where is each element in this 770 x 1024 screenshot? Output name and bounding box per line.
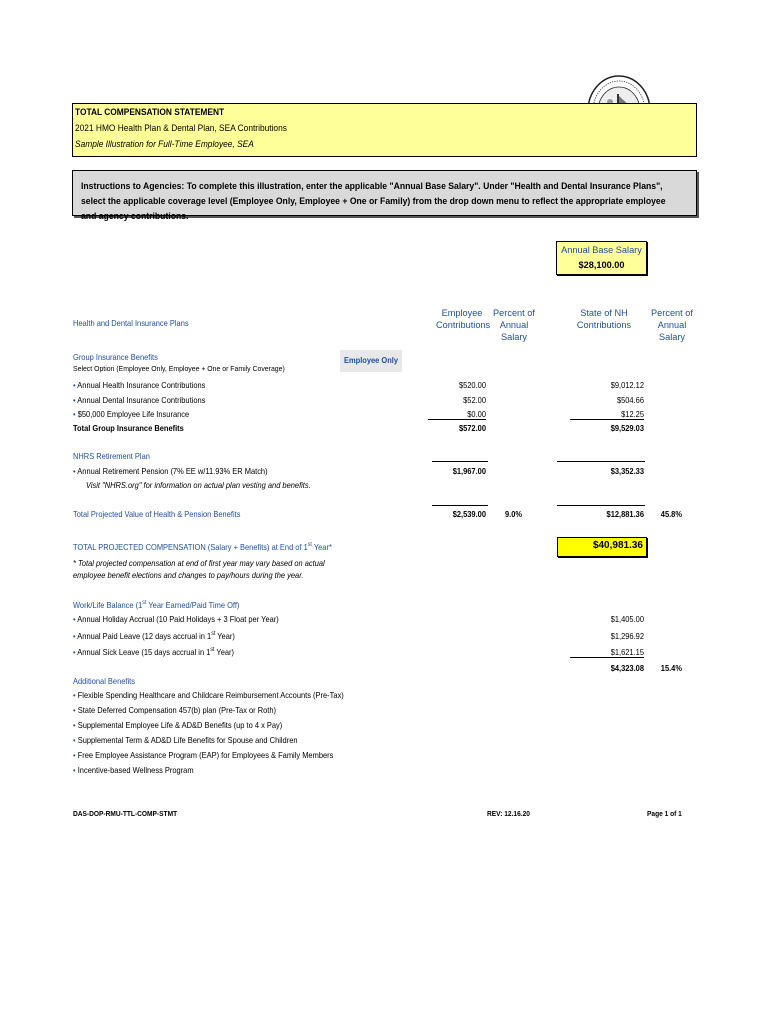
table-cell: $572.00 — [458, 423, 486, 433]
annual-salary-value[interactable]: $28,100.00 — [578, 260, 625, 270]
table-cell: $52.00 — [463, 395, 486, 405]
bullet-icon: • — [73, 466, 76, 476]
retirement-heading: NHRS Retirement Plan — [73, 451, 150, 461]
total-comp-note-1: * Total projected compensation at end of first year may vary based on actual — [73, 558, 325, 568]
total-comp-note-2: employee benefit elections and changes to pay/hours during the year. — [73, 570, 304, 580]
list-item: • Incentive-based Wellness Program — [73, 765, 194, 775]
bullet-icon: • — [73, 765, 76, 775]
table-cell: $0.00 — [428, 409, 486, 420]
coverage-select[interactable] — [340, 350, 402, 372]
group-total-label: Total Group Insurance Benefits — [73, 423, 184, 433]
table-cell: 9.0% — [504, 509, 522, 519]
table-cell: $1,967.00 — [452, 466, 486, 476]
table-cell: $3,352.33 — [610, 466, 644, 476]
table-cell: $4,323.08 — [610, 663, 644, 673]
list-item: • Annual Holiday Accrual (10 Paid Holidays + 3 Float per Year) — [73, 614, 279, 624]
statement-title: TOTAL COMPENSATION STATEMENT — [75, 107, 225, 118]
divider — [432, 505, 488, 506]
table-cell: $520.00 — [458, 380, 486, 390]
annual-salary-box[interactable] — [556, 241, 647, 275]
total-comp-value: $40,981.36 — [592, 540, 643, 551]
bullet-icon: • — [73, 614, 76, 624]
bullet-icon: • — [73, 647, 76, 657]
list-item: • $50,000 Employee Life Insurance — [73, 409, 190, 419]
annual-salary-label: Annual Base Salary — [561, 245, 642, 255]
bullet-icon: • — [73, 690, 76, 700]
table-cell: $1,405.00 — [610, 614, 644, 624]
total-comp-box — [557, 537, 647, 557]
list-item: • Free Employee Assistance Program (EAP) for Employees & Family Members — [73, 750, 334, 760]
divider — [557, 505, 645, 506]
additional-heading: Additional Benefits — [73, 676, 135, 686]
col-state-percent: Percent of Annual Salary — [651, 308, 693, 342]
projected-value-label: Total Projected Value of Health & Pension Benefits — [73, 509, 241, 519]
list-item: • Annual Health Insurance Contributions — [73, 380, 206, 390]
divider — [557, 461, 645, 462]
statement-note: Sample Illustration for Full-Time Employee, SEA — [75, 139, 254, 150]
statement-subtitle: 2021 HMO Health Plan & Dental Plan, SEA Contributions — [75, 123, 287, 134]
bullet-icon: • — [73, 735, 76, 745]
list-item: • Flexible Spending Healthcare and Childcare Reimbursement Accounts (Pre-Tax) — [73, 690, 344, 700]
divider — [432, 461, 488, 462]
list-item: • Annual Dental Insurance Contributions — [73, 395, 206, 405]
table-cell: $9,012.12 — [610, 380, 644, 390]
list-item: • Annual Retirement Pension (7% EE w/11.93% ER Match) — [73, 466, 268, 476]
table-cell: $12,881.36 — [606, 509, 644, 519]
total-comp-label: TOTAL PROJECTED COMPENSATION (Salary + Benefits) at End of 1st Year* — [73, 542, 332, 552]
list-item: • State Deferred Compensation 457(b) plan (Pre-Tax or Roth) — [73, 705, 277, 715]
footer-page-number: Page 1 of 1 — [647, 809, 682, 818]
retirement-note: Visit "NHRS.org" for information on actual plan vesting and benefits. — [86, 480, 311, 490]
table-cell: $504.66 — [616, 395, 644, 405]
bullet-icon: • — [73, 631, 76, 641]
coverage-select-value: Employee Only — [344, 355, 399, 365]
bullet-icon: • — [73, 705, 76, 715]
footer-form-id: DAS-DOP-RMU-TTL-COMP-STMT — [73, 809, 178, 818]
table-cell: $1,296.92 — [610, 631, 644, 641]
instructions-text: Instructions to Agencies: To complete this illustration, enter the applicable "Annual Base Salary". Under "Health and Dental Insurance Plans", select the applicable coverage level (Employee Only, Employee + One or Family) from the drop down menu to reflect the appropriate employee and agency contributions. — [81, 181, 666, 222]
col-employee-percent: Percent of Annual Salary — [493, 308, 535, 342]
bullet-icon: • — [73, 395, 76, 405]
list-item: • Supplemental Employee Life & AD&D Benefits (up to 4 x Pay) — [73, 720, 283, 730]
bullet-icon: • — [73, 750, 76, 760]
table-cell: 45.8% — [660, 509, 682, 519]
footer-revision: REV: 12.16.20 — [487, 809, 530, 818]
plans-heading: Health and Dental Insurance Plans — [73, 318, 189, 328]
coverage-select-note: Select Option (Employee Only, Employee + One or Family Coverage) — [73, 364, 285, 373]
table-cell: $2,539.00 — [452, 509, 486, 519]
col-employee-contributions: Employee Contributions — [436, 308, 491, 330]
table-cell: $1,621.15 — [570, 647, 644, 658]
group-insurance-heading: Group Insurance Benefits — [73, 352, 158, 362]
header-box — [72, 103, 697, 157]
list-item: • Annual Sick Leave (15 days accrual in 1st Year) — [73, 647, 235, 657]
table-cell: 15.4% — [660, 663, 682, 673]
table-cell: $9,529.03 — [610, 423, 644, 433]
bullet-icon: • — [73, 720, 76, 730]
list-item: • Annual Paid Leave (12 days accrual in 1st Year) — [73, 631, 235, 641]
list-item: • Supplemental Term & AD&D Life Benefits for Spouse and Children — [73, 735, 298, 745]
bullet-icon: • — [73, 409, 76, 419]
work-life-heading: Work/Life Balance (1st Year Earned/Paid Time Off) — [73, 600, 240, 610]
instructions-box — [72, 170, 697, 222]
bullet-icon: • — [73, 380, 76, 390]
table-cell: $12.25 — [570, 409, 644, 420]
col-state-contributions: State of NH Contributions — [576, 308, 632, 330]
